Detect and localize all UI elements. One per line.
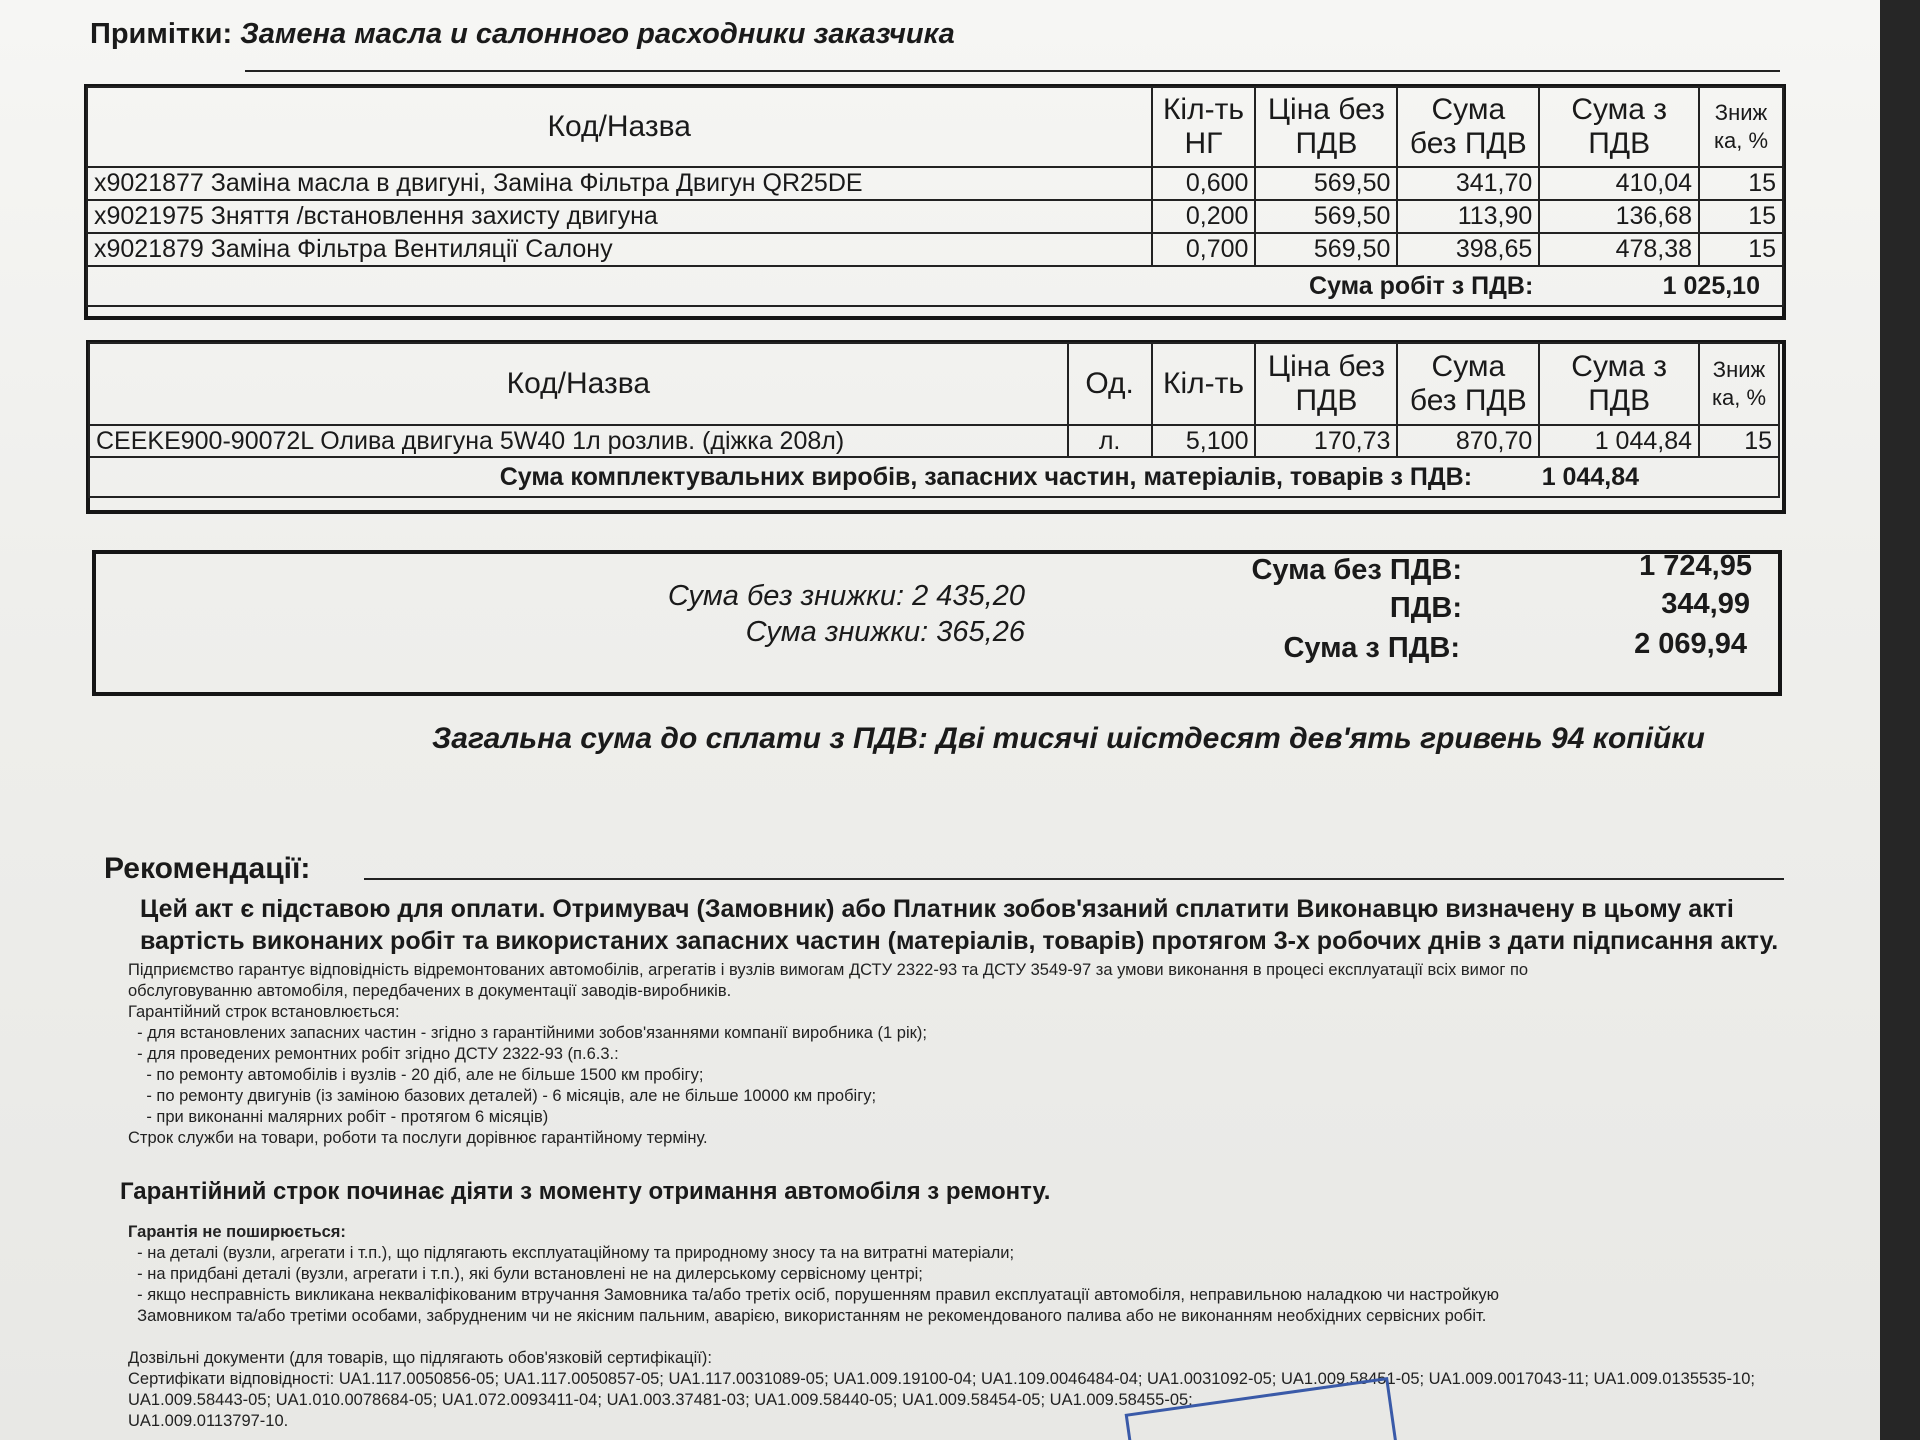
grand-total-words: Загальна сума до сплати з ПДВ: Дві тисячі шістдесят дев'ять гривень 94 копійки (432, 722, 1705, 755)
table-row: x9021975 Зняття /встановлення захисту двигуна 0,200 569,50 113,90 136,68 15 (87, 200, 1783, 233)
works-header-qty: Кіл-ть НГ (1152, 87, 1256, 167)
exclusions-title: Гарантія не поширюється: (128, 1223, 346, 1241)
warranty-text: Підприємство гарантує відповідність відремонтованих автомобілів, агрегатів і вузлів вимогам ДСТУ 2322-93 та ДСТУ 3549-97 за умови виконання в процесі експлуатації всіх вимог по обслуговуванню автомобіля, передбачених в документації заводів-виробників. Гарантійний строк встановлюється: - для встановлених запасних частин - згідно з гарантійними зобов'язаннями компанії виробника (1 рік); - для проведених ремонтних робіт згідно ДСТУ 2322-93 (п.6.3.: - по ремонту автомобілів і вузлів - 20 діб, але не більше 1500 км пробігу; - по ремонту двигунів (із заміною базових деталей) - 6 місяців, але не більше 10000 км пробігу; - при виконанні малярних робіт - протягом 6 місяців) Строк служби на товари, роботи та послуги дорівнює гарантійному терміну. (128, 961, 1529, 1147)
works-total-label: Сума робіт з ПДВ: (87, 266, 1539, 306)
works-table (86, 86, 1784, 307)
warranty-start: Гарантійний строк починає діяти з моменту отримання автомобіля з ремонту. (120, 1178, 1051, 1205)
table-row: x9021877 Заміна масла в двигуні, Заміна Фільтра Двигун QR25DE 0,600 569,50 341,70 410,04 15 (87, 167, 1783, 200)
parts-header-sum-vat: Сума з ПДВ (1539, 343, 1699, 425)
payment-text-line-2: вартість виконаних робіт та використаних запасних частин (матеріалів, товарів) протягом 3-х робочих днів з дати підписання акту. (140, 927, 1779, 955)
sum-vat-value: 2 069,94 (1634, 628, 1747, 660)
notes-value: Замена масла и салонного расходники заказчика (240, 18, 955, 50)
sum-no-discount: Сума без знижки: 2 435,20 (667, 580, 1025, 612)
parts-header-row (89, 343, 1779, 425)
works-header-sum-vat: Сума з ПДВ (1539, 87, 1699, 167)
parts-total-label: Сума комплектувальних виробів, запасних частин, матеріалів, товарів з ПДВ: 1 044,84 (89, 457, 1699, 497)
parts-header-unit: Од. (1068, 343, 1152, 425)
parts-header-code: Код/Назва (89, 343, 1068, 425)
parts-header-discount: Зниж ка, % (1699, 343, 1779, 425)
sum-novat-value: 1 724,95 (1639, 550, 1752, 582)
notes: Примітки: Замена масла и салонного расходники заказчика (90, 18, 955, 50)
works-total-value: 1 025,10 (1539, 266, 1783, 306)
table-row: x9021879 Заміна Фільтра Вентиляції Салону 0,700 569,50 398,65 478,38 15 (87, 233, 1783, 266)
vat-value: 344,99 (1661, 588, 1750, 620)
parts-total-row (89, 457, 1779, 497)
sum-discount: Сума знижки: 365,26 (745, 616, 1025, 648)
notes-underline (245, 70, 1780, 72)
works-header-row (87, 87, 1783, 167)
works-header-discount: Зниж ка, % (1699, 87, 1783, 167)
parts-header-price: Ціна без ПДВ (1255, 343, 1397, 425)
parts-total-value: 1 044,84 (1541, 462, 1640, 491)
works-header-sum-novat: Сума без ПДВ (1397, 87, 1539, 167)
parts-table (88, 342, 1780, 498)
exclusions: Гарантія не поширюється: - на деталі (вузли, агрегати і т.п.), що підлягають експлуатаційному та природному зносу та на витратні матеріали; - на придбані деталі (вузли, агрегати і т.п.), які були встановлені не на дилерському сервісному центрі; - якщо несправність викликана некваліфікованим втручання Замовника та/або третіх осіб, порушенням правил експлуатації автомобіля, неправильною наладкою чи настройкую Замовником та/або третіми особами, забрудненим чи не якісним пальним, аварією, використанням не рекомендованого палива або не виконанням необхідних сервісних робіт. (128, 1223, 1499, 1325)
sum-vat-label: Сума з ПДВ: (1283, 632, 1460, 664)
background-edge (1880, 0, 1920, 1440)
sum-novat-label: Сума без ПДВ: (1251, 554, 1462, 586)
works-header-code: Код/Назва (87, 87, 1152, 167)
notes-label: Примітки (90, 18, 223, 50)
recommendations-title: Рекомендації: (104, 852, 311, 885)
documents: Дозвільні документи (для товарів, що підлягають обов'язковій сертифікації): Сертифікати відповідності: UA1.117.0050856-05; UA1.117.0050857-05; UA1.117.0031089-05; UA1.009.19100-04; UA1.109.0046484-04; UA1.0031092-05; UA1.009.58451-05; UA1.009.0017043-11; UA1.009.0135535-10; UA1.009.58443-05; UA1.010.0078684-05; UA1.072.0093411-04; UA1.003.37481-03; UA1.009.58440-05; UA1.009.58454-05; UA1.009.58455-05; UA1.009.0113797-10. (128, 1349, 1755, 1430)
works-total-row (87, 266, 1783, 306)
parts-header-sum-novat: Сума без ПДВ (1397, 343, 1539, 425)
works-header-price: Ціна без ПДВ (1255, 87, 1397, 167)
payment-text-line-1: Цей акт є підставою для оплати. Отримувач (Замовник) або Платник зобов'язаний сплатити Виконавцю визначену в цьому акті (140, 895, 1734, 923)
vat-label: ПДВ: (1389, 592, 1462, 624)
recommendations-line (364, 878, 1784, 880)
table-row: CEEKE900-90072L Олива двигуна 5W40 1л розлив. (діжка 208л) л. 5,100 170,73 870,70 1 044,84 15 (89, 425, 1779, 457)
parts-header-qty: Кіл-ть (1152, 343, 1256, 425)
